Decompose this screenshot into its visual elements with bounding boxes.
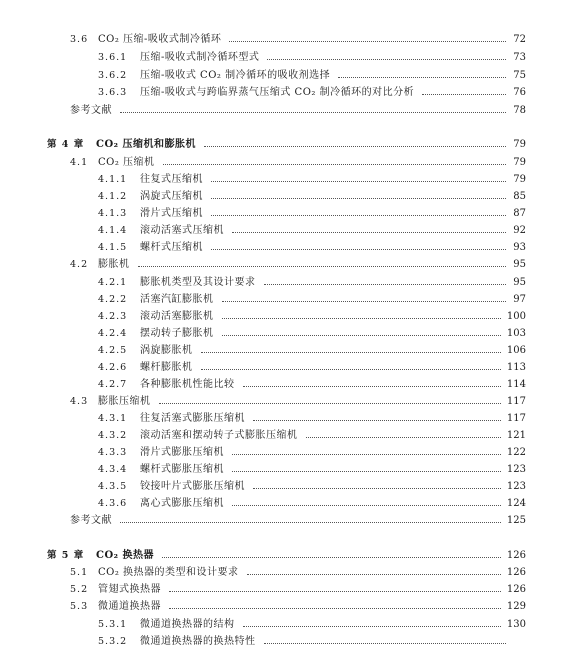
toc-title: 压缩-吸收式与跨临界蒸气压缩式 CO₂ 制冷循环的对比分析 <box>140 87 415 98</box>
toc-entry <box>0 343 580 359</box>
dot-leader <box>232 505 501 506</box>
toc-title: 管翅式换热器 <box>98 584 161 595</box>
toc-title: 涡旋膨胀机 <box>140 345 193 356</box>
dot-leader <box>211 198 506 199</box>
dot-leader <box>247 574 501 575</box>
toc-number: 4.2.4 <box>98 328 128 339</box>
toc-page-number: 126 <box>506 567 526 578</box>
dot-leader <box>169 591 501 592</box>
dot-leader <box>222 301 506 302</box>
toc-number: 4.3.4 <box>98 464 128 475</box>
toc-page-number: 85 <box>513 191 526 202</box>
toc-page-number: 100 <box>506 311 526 322</box>
toc-page-number: 113 <box>506 362 526 373</box>
toc-entry <box>0 206 580 222</box>
toc-page-number: 123 <box>506 464 526 475</box>
toc-page-number: 72 <box>513 34 526 45</box>
toc-number: 4.3.1 <box>98 413 128 424</box>
dot-leader <box>264 643 506 644</box>
toc-number: 5.3 <box>70 601 89 612</box>
dot-leader <box>138 266 506 267</box>
toc-entry <box>0 309 580 325</box>
toc-page-number: 122 <box>506 447 526 458</box>
toc-number: 5.3.2 <box>98 636 128 647</box>
dot-leader <box>211 181 506 182</box>
dot-leader <box>306 437 501 438</box>
toc-page-number: 79 <box>513 139 526 150</box>
toc-title: 螺杆式压缩机 <box>140 242 203 253</box>
toc-number: 5.2 <box>70 584 89 595</box>
toc-number: 4.2.5 <box>98 345 128 356</box>
dot-leader <box>243 626 501 627</box>
dot-leader <box>201 352 501 353</box>
dot-leader <box>222 318 501 319</box>
toc-page-number: 123 <box>506 481 526 492</box>
dot-leader <box>159 403 501 404</box>
toc-entry <box>0 326 580 342</box>
toc-entry <box>0 50 580 66</box>
dot-leader <box>232 471 501 472</box>
toc-number: 4.2.7 <box>98 379 128 390</box>
toc-title: CO₂ 压缩机 <box>98 157 155 168</box>
dot-leader <box>163 164 506 165</box>
toc-title: 涡旋式压缩机 <box>140 191 203 202</box>
toc-number: 4.1 <box>70 157 89 168</box>
toc-title: 铰接叶片式膨胀压缩机 <box>140 481 245 492</box>
toc-number: 第 5 章 <box>47 550 85 561</box>
toc-number: 4.3.2 <box>98 430 128 441</box>
toc-number: 4.1.1 <box>98 174 128 185</box>
toc-page-number: 92 <box>513 225 526 236</box>
toc-number: 4.1.2 <box>98 191 128 202</box>
toc-page-number: 121 <box>506 430 526 441</box>
toc-title: 螺杆式膨胀压缩机 <box>140 464 224 475</box>
dot-leader <box>264 284 506 285</box>
toc-title: 滚动活塞式压缩机 <box>140 225 224 236</box>
toc-entry <box>0 68 580 84</box>
toc-title: 滚动活塞膨胀机 <box>140 311 214 322</box>
toc-entry <box>0 155 580 171</box>
dot-leader <box>243 386 501 387</box>
toc-title: 滑片式压缩机 <box>140 208 203 219</box>
toc-number: 3.6 <box>70 34 89 45</box>
dot-leader <box>120 112 506 113</box>
toc-page-number: 73 <box>513 52 526 63</box>
toc-title: 膨胀机 <box>98 259 130 270</box>
toc-title: 微通道换热器的换热特性 <box>140 636 256 647</box>
toc-entry <box>0 394 580 410</box>
toc-number: 4.2.6 <box>98 362 128 373</box>
dot-leader <box>253 488 501 489</box>
toc-chapter <box>0 548 580 564</box>
toc-title: CO₂ 压缩-吸收式制冷循环 <box>98 34 222 45</box>
toc-page-number: 126 <box>506 584 526 595</box>
dot-leader <box>253 420 501 421</box>
dot-leader <box>211 215 506 216</box>
dot-leader <box>169 608 501 609</box>
toc-entry <box>0 428 580 444</box>
toc-title: 往复活塞式膨胀压缩机 <box>140 413 245 424</box>
toc-page-number: 79 <box>513 174 526 185</box>
toc-title: 参考文献 <box>70 515 112 526</box>
toc-number: 4.3.5 <box>98 481 128 492</box>
toc-entry <box>0 462 580 478</box>
toc-number: 4.1.5 <box>98 242 128 253</box>
toc-references <box>0 103 580 119</box>
toc-title: 膨胀压缩机 <box>98 396 151 407</box>
toc-entry <box>0 496 580 512</box>
toc-page-number: 103 <box>506 328 526 339</box>
dot-leader <box>211 249 506 250</box>
toc-entry <box>0 223 580 239</box>
toc-title: 膨胀机类型及其设计要求 <box>140 277 256 288</box>
toc-page-number: 117 <box>506 413 526 424</box>
toc-page-number: 95 <box>513 277 526 288</box>
toc-page-number: 106 <box>506 345 526 356</box>
toc-number: 4.3.6 <box>98 498 128 509</box>
toc-number: 3.6.2 <box>98 70 128 81</box>
toc-title: CO₂ 换热器的类型和设计要求 <box>98 567 239 578</box>
toc-page-number: 97 <box>513 294 526 305</box>
toc-entry <box>0 411 580 427</box>
toc-entry <box>0 292 580 308</box>
toc-title: 滑片式膨胀压缩机 <box>140 447 224 458</box>
toc-page-number: 76 <box>513 87 526 98</box>
toc-entry <box>0 32 580 48</box>
toc-page-number: 117 <box>506 396 526 407</box>
dot-leader <box>229 41 506 42</box>
toc-title: CO₂ 换热器 <box>96 550 155 561</box>
toc-entry <box>0 360 580 376</box>
dot-leader <box>267 59 506 60</box>
toc-title: 压缩-吸收式制冷循环型式 <box>140 52 260 63</box>
toc-page-number: 129 <box>506 601 526 612</box>
toc-page-number: 125 <box>506 515 526 526</box>
toc-title: CO₂ 压缩机和膨胀机 <box>96 139 197 150</box>
toc-number: 5.3.1 <box>98 619 128 630</box>
toc-title: 微通道换热器的结构 <box>140 619 235 630</box>
toc-number: 第 4 章 <box>47 139 85 150</box>
toc-page-number: 126 <box>506 550 526 561</box>
toc-entry <box>0 85 580 101</box>
toc-entry <box>0 617 580 633</box>
toc-number: 4.2.1 <box>98 277 128 288</box>
toc-number: 4.2.2 <box>98 294 128 305</box>
toc-number: 4.3 <box>70 396 89 407</box>
toc-title: 微通道换热器 <box>98 601 161 612</box>
toc-entry <box>0 240 580 256</box>
dot-leader <box>120 522 501 523</box>
toc-title: 参考文献 <box>70 105 112 116</box>
toc-entry <box>0 172 580 188</box>
dot-leader <box>422 94 506 95</box>
toc-title: 离心式膨胀压缩机 <box>140 498 224 509</box>
toc-number: 3.6.1 <box>98 52 128 63</box>
toc-number: 4.1.3 <box>98 208 128 219</box>
toc-entry <box>0 189 580 205</box>
dot-leader <box>232 232 506 233</box>
toc-page-number: 130 <box>506 619 526 630</box>
dot-leader <box>222 335 501 336</box>
toc-page-number: 79 <box>513 157 526 168</box>
toc-entry <box>0 377 580 393</box>
toc-number: 3.6.3 <box>98 87 128 98</box>
toc-title: 往复式压缩机 <box>140 174 203 185</box>
toc-number: 4.2.3 <box>98 311 128 322</box>
toc-entry <box>0 257 580 273</box>
toc-number: 4.2 <box>70 259 89 270</box>
toc-entry <box>0 445 580 461</box>
dot-leader <box>204 146 506 147</box>
toc-entry <box>0 275 580 291</box>
toc-references <box>0 513 580 529</box>
dot-leader <box>162 557 501 558</box>
toc-page-number: 87 <box>513 208 526 219</box>
toc-page-number: 93 <box>513 242 526 253</box>
toc-title: 摆动转子膨胀机 <box>140 328 214 339</box>
toc-entry <box>0 582 580 598</box>
toc-title: 活塞汽缸膨胀机 <box>140 294 214 305</box>
toc-page-number: 75 <box>513 70 526 81</box>
toc-entry <box>0 565 580 581</box>
toc-chapter <box>0 137 580 153</box>
toc-page-number: 95 <box>513 259 526 270</box>
toc-page-number: 124 <box>506 498 526 509</box>
toc-number: 4.1.4 <box>98 225 128 236</box>
toc-title: 压缩-吸收式 CO₂ 制冷循环的吸收剂选择 <box>140 70 331 81</box>
dot-leader <box>201 369 501 370</box>
toc-title: 各种膨胀机性能比较 <box>140 379 235 390</box>
toc-number: 4.3.3 <box>98 447 128 458</box>
toc-title: 滚动活塞和摆动转子式膨胀压缩机 <box>140 430 298 441</box>
toc-entry <box>0 479 580 495</box>
toc-entry <box>0 599 580 615</box>
toc-page-number: 78 <box>513 105 526 116</box>
toc-title: 螺杆膨胀机 <box>140 362 193 373</box>
dot-leader <box>232 454 501 455</box>
toc-page-number: 114 <box>506 379 526 390</box>
dot-leader <box>338 77 506 78</box>
toc-number: 5.1 <box>70 567 89 578</box>
